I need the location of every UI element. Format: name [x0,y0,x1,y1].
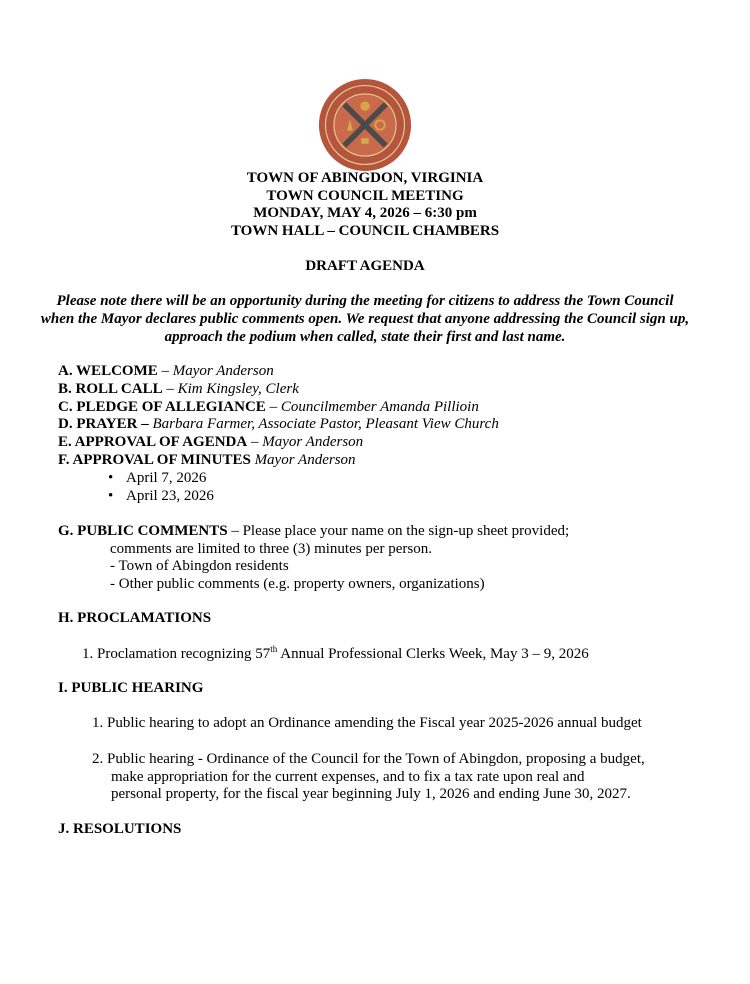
item-i-2-line3: personal property, for the fiscal year beginning July 1, 2026 and ending June 30, 2027. [111,786,631,802]
item-b-sep: – [162,381,178,397]
item-d [58,415,499,433]
item-g [58,522,569,540]
header-meeting: TOWN COUNCIL MEETING [266,187,464,204]
item-i-1: 1. Public hearing to adopt an Ordinance amending the Fiscal year 2025-2026 annual budget [92,715,642,731]
item-i-2-line2: make appropriation for the current expenses, and to fix a tax rate upon real and [111,769,585,785]
bullet-icon: • [108,488,114,504]
item-a [58,362,274,380]
item-i-label: I. PUBLIC HEARING [58,680,204,696]
item-h-1-pre: 1. Proclamation recognizing 57 [82,646,271,662]
item-e-sep: – [247,434,263,450]
item-b-label: B. ROLL CALL [58,381,163,397]
item-a-sep: – [157,363,173,379]
item-c-detail: Councilmember Amanda Pillioin [280,399,479,415]
item-b [58,380,299,398]
item-f [58,451,356,469]
item-a-label: A. WELCOME [58,363,158,379]
header-town: TOWN OF ABINGDON, VIRGINIA [246,170,484,186]
item-e-label: E. APPROVAL OF AGENDA [58,434,248,450]
item-e [58,433,363,451]
item-h-1 [82,645,589,663]
item-b-detail: Kim Kingsley, Clerk [177,381,299,397]
item-h-label: H. PROCLAMATIONS [58,610,212,626]
item-g-label: G. PUBLIC COMMENTS [58,523,228,539]
item-h-1-sup: th [270,644,278,654]
header-date: MONDAY, MAY 4, 2026 – 6:30 pm [253,205,477,221]
item-c-label: C. PLEDGE OF ALLEGIANCE [58,399,266,415]
minutes-date-1: April 7, 2026 [126,470,207,486]
town-seal-icon [318,78,412,172]
minutes-date-2: April 23, 2026 [126,488,214,504]
item-j-label: J. RESOLUTIONS [58,821,182,837]
public-comment-notice: Please note there will be an opportunity during the meeting for citizens to address the Town Council when the Mayor declares public comments open. We request that anyone addressing the Council sign up, approach the podium when called, state their first and last name. [40,293,690,345]
bullet-icon: • [108,470,114,486]
item-g-sub-1: - Town of Abingdon residents [110,558,289,574]
item-d-label: D. PRAYER – [58,416,149,432]
item-c-sep: – [265,399,281,415]
item-f-detail: Mayor Anderson [254,452,356,468]
item-i-2-line1: 2. Public hearing - Ordinance of the Council for the Town of Abingdon, proposing a budget, [92,751,645,767]
meeting-header [0,170,730,240]
item-g-line2: comments are limited to three (3) minutes per person. [110,541,432,557]
item-g-text: – Please place your name on the sign-up sheet provided; [227,523,570,539]
item-a-detail: Mayor Anderson [172,363,274,379]
item-g-sub-2: - Other public comments (e.g. property owners, organizations) [110,576,485,592]
list-item [108,487,214,505]
list-item [108,469,206,487]
item-c [58,398,479,416]
item-e-detail: Mayor Anderson [262,434,364,450]
item-f-label: F. APPROVAL OF MINUTES [58,452,251,468]
item-d-detail: Barbara Farmer, Associate Pastor, Pleasant View Church [152,416,499,432]
header-location: TOWN HALL – COUNCIL CHAMBERS [230,222,500,239]
draft-agenda-title: DRAFT AGENDA [305,258,425,274]
item-h-1-post: Annual Professional Clerks Week, May 3 – 9, 2026 [277,646,589,662]
